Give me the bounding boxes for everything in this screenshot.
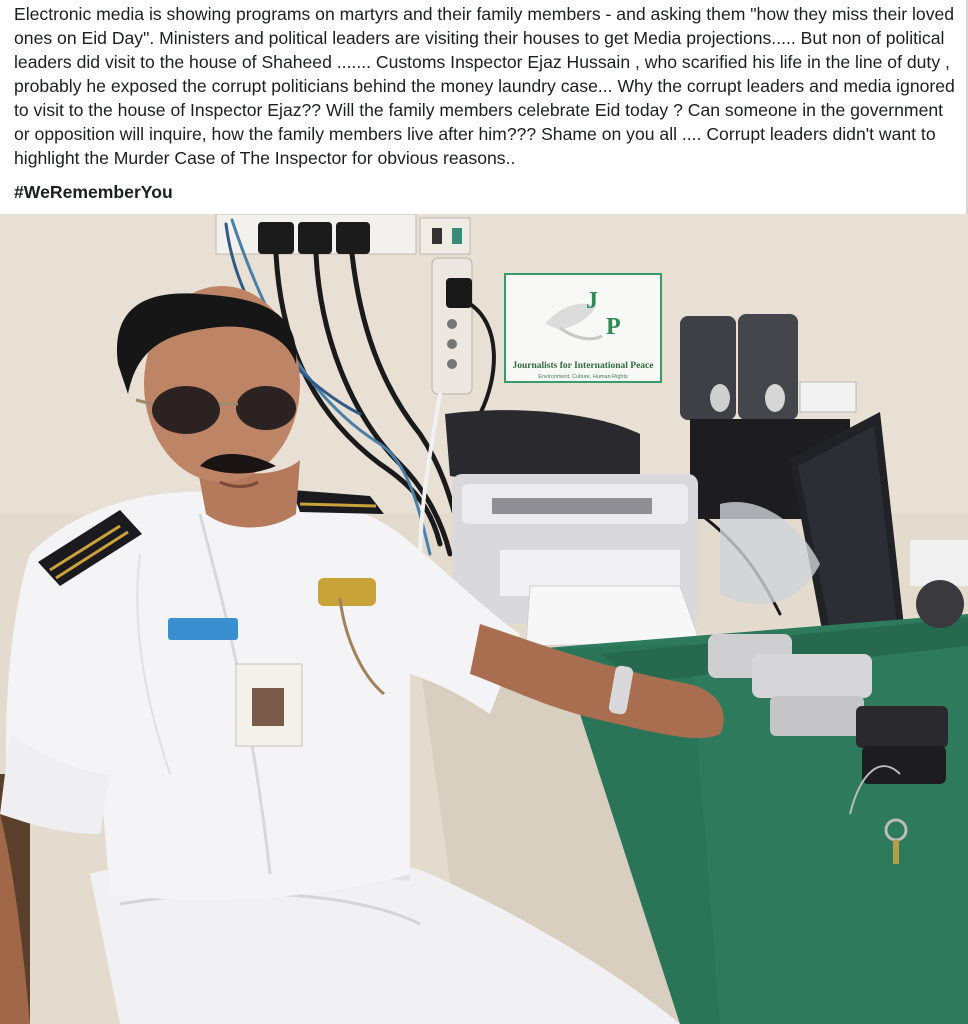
hashtag-link[interactable]: #WeRememberYou [14,182,173,202]
post-photo[interactable] [0,214,968,1024]
photo-illustration [0,214,968,1024]
extension-strip [432,258,472,394]
power-board [216,214,470,254]
logo-initial-p: P [606,314,621,340]
logo-name: Journalists for International Peace [512,361,654,371]
name-tag [168,618,238,640]
sunglasses-icon [152,386,220,434]
jip-logo-poster [505,274,661,382]
logo-tagline: Environment, Culture, Human Rights [538,374,628,380]
pocket-emblem [318,578,376,606]
post-body-text: Electronic media is showing programs on martyrs and their family members - and asking them "how they miss their loved ones on Eid Day". Ministers and political leaders are visiting their houses to get Media projections..... But non of political leaders did visit to the house of Shaheed ....... Customs Inspector Ejaz Hussain , who scarified his life in the line of duty , probably he exposed the corrupt politicians behind the money laundry case... Why the corrupt leaders and media ignored to visit to the house of Inspector Ejaz?? Will the family members celebrate Eid today ? Can someone in the government or opposition will inquire, how the family members live after him??? Shame on you all .... Corrupt leaders didn't want to highlight the Murder Case of The Inspector for obvious reasons.. [14,4,955,168]
logo-initial-j: J [586,288,598,314]
